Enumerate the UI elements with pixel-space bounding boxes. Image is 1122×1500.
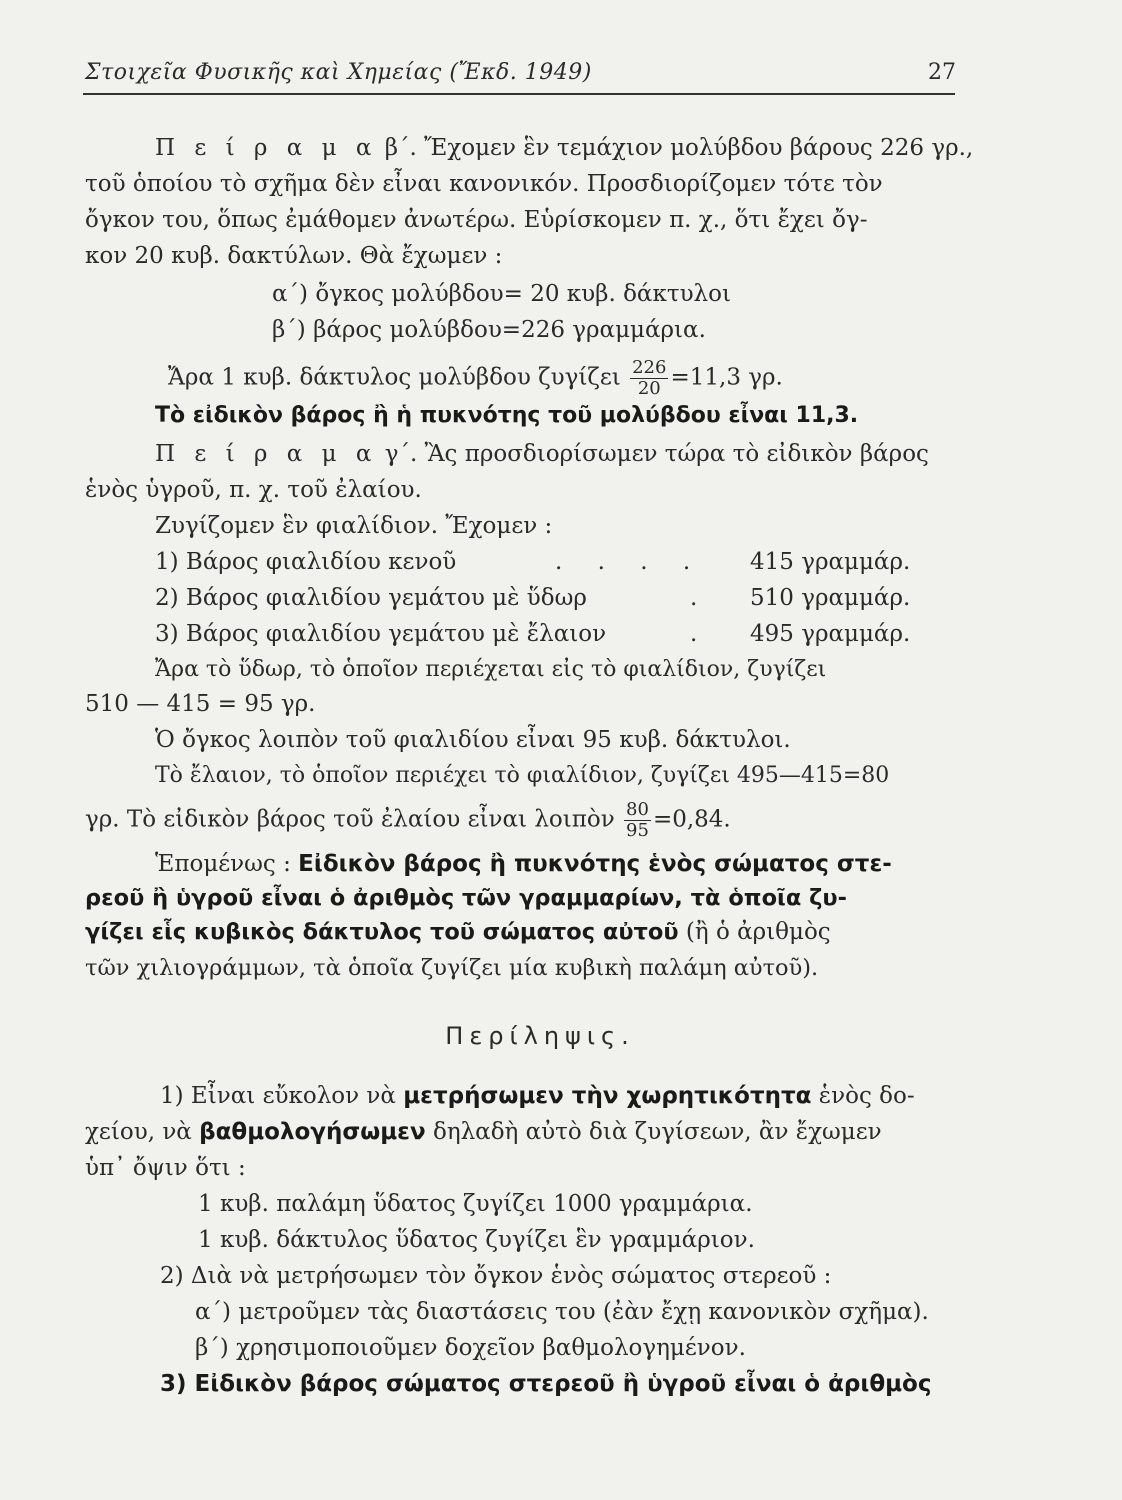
summary-p1-l2-start: χείου, νὰ	[85, 1119, 192, 1145]
summary-fact-1: 1 κυβ. παλάμη ὕδατος ζυγίζει 1000 γραμμάρια.	[198, 1191, 753, 1217]
experiment-c-line-3: Ζυγίζομεν ἓν φιαλίδιον. Ἔχομεν :	[155, 513, 553, 539]
experiment-b-item-a: α΄) ὄγκος μολύβδου= 20 κυβ. δάκτυλοι	[272, 281, 731, 307]
result-prefix: Ἄρα 1 κυβ. δάκτυλος μολύβδου ζυγίζει	[168, 364, 621, 391]
definition-line-2: ρεοῦ ἢ ὑγροῦ εἶναι ὁ ἀριθμὸς τῶν γραμμαρίων, τὰ ὁποῖα ζυ-	[85, 885, 847, 911]
oil-fraction-numerator: 80	[626, 799, 649, 820]
measurement-row-2-value: 510 γραμμάρ.	[750, 585, 911, 611]
measurement-row-1-dots: . . . .	[555, 549, 705, 575]
measurement-row-2-dots: .	[690, 585, 698, 611]
definition-line-3	[85, 918, 831, 946]
summary-p1-bold: μετρήσωμεν τὴν χωρητικότητα	[403, 1083, 812, 1109]
density-fraction	[630, 358, 668, 399]
definition-line-1	[155, 850, 892, 878]
definition-bold-3: γίζει εἷς κυβικὸς δάκτυλος τοῦ σώματος αὐτοῦ	[85, 919, 679, 945]
experiment-c-text: Ἂς προσδιορίσωμεν τώρα τὸ εἰδικὸν βάρος	[424, 441, 929, 467]
oil-line-2	[85, 800, 731, 841]
experiment-b-label-suffix: β΄.	[384, 135, 417, 161]
fraction-numerator: 226	[632, 357, 667, 378]
experiment-c-label: Π ε ί ρ α μ α	[155, 441, 378, 467]
oil-fraction-denominator: 95	[626, 820, 649, 841]
water-line-2: 510 — 415 = 95 γρ.	[85, 691, 316, 717]
summary-p1-line-2	[85, 1118, 882, 1146]
summary-p2: 2) Διὰ νὰ μετρήσωμεν τὸν ὄγκον ἑνὸς σώματος στερεοῦ :	[160, 1263, 832, 1289]
experiment-c-line-1	[155, 440, 929, 468]
oil-line-prefix: γρ. Τὸ εἰδικὸν βάρος τοῦ ἐλαίου εἶναι λοιπὸν	[85, 806, 615, 833]
experiment-c-line-2: ἑνὸς ὑγροῦ, π. χ. τοῦ ἐλαίου.	[85, 477, 422, 503]
summary-p2-b: β΄) χρησιμοποιοῦμεν δοχεῖον βαθμολογημένον.	[195, 1335, 746, 1361]
summary-p1-l2-bold: βαθμολογήσωμεν	[199, 1119, 426, 1145]
experiment-b-line-2: τοῦ ὁποίου τὸ σχῆμα δὲν εἶναι κανονικόν. Προσδιορίζομεν τότε τὸν	[85, 171, 883, 197]
measurement-row-1-value: 415 γραμμάρ.	[750, 549, 911, 575]
summary-p2-a: α΄) μετροῦμεν τὰς διαστάσεις του (ἐὰν ἔχῃ κανονικὸν σχῆμα).	[195, 1299, 929, 1325]
measurement-row-3-label: 3) Βάρος φιαλιδίου γεμάτου μὲ ἔλαιον	[155, 621, 607, 647]
summary-p1-l2-end: δηλαδὴ αὐτὸ διὰ ζυγίσεων, ἂν ἔχωμεν	[432, 1119, 882, 1145]
measurement-row-3-dots: .	[690, 621, 698, 647]
page-number: 27	[928, 60, 956, 85]
summary-p1-end: ἑνὸς δο-	[818, 1083, 915, 1109]
volume-line: Ὁ ὄγκος λοιπὸν τοῦ φιαλιδίου εἶναι 95 κυβ. δάκτυλοι.	[155, 727, 791, 753]
summary-p1-start: 1) Εἶναι εὔκολον νὰ	[160, 1083, 396, 1109]
experiment-b-line-1	[155, 134, 973, 162]
water-line-1: Ἄρα τὸ ὕδωρ, τὸ ὁποῖον περιέχεται εἰς τὸ φιαλίδιον, ζυγίζει	[155, 657, 827, 682]
experiment-c-label-suffix: γ΄.	[384, 441, 418, 467]
definition-tail-3: (ἢ ὁ ἀριθμὸς	[685, 919, 831, 945]
experiment-b-item-b: β΄) βάρος μολύβδου=226 γραμμάρια.	[272, 317, 706, 343]
experiment-b-text: Ἔχομεν ἓν τεμάχιον μολύβδου βάρους 226 γρ.,	[424, 135, 974, 161]
summary-title: Περίληψις.	[445, 1022, 635, 1050]
measurement-row-2-label: 2) Βάρος φιαλιδίου γεμάτου μὲ ὕδωρ	[155, 585, 587, 611]
fraction-denominator: 20	[637, 378, 661, 399]
experiment-b-line-4: κον 20 κυβ. δακτύλων. Θὰ ἔχωμεν :	[85, 243, 503, 269]
oil-line-suffix: =0,84.	[652, 806, 731, 833]
experiment-b-line-3: ὄγκον του, ὅπως ἐμάθομεν ἀνωτέρω. Εὑρίσκομεν π. χ., ὅτι ἔχει ὄγ-	[85, 207, 868, 233]
summary-p1-line-1	[160, 1082, 915, 1110]
summary-p3: 3) Εἰδικὸν βάρος σώματος στερεοῦ ἢ ὑγροῦ εἶναι ὁ ἀριθμὸς	[160, 1371, 932, 1397]
definition-bold-1: Εἰδικὸν βάρος ἢ πυκνότης ἑνὸς σώματος στε-	[298, 851, 892, 877]
oil-density-fraction	[624, 800, 651, 841]
oil-line-1: Τὸ ἔλαιον, τὸ ὁποῖον περιέχει τὸ φιαλίδιον, ζυγίζει 495—415=80	[155, 763, 890, 788]
header-rule	[83, 93, 955, 95]
summary-p1-line-3: ὑπ᾿ ὄψιν ὅτι :	[85, 1155, 246, 1181]
measurement-row-1-label: 1) Βάρος φιαλιδίου κενοῦ	[155, 549, 457, 575]
definition-intro: Ἑπομένως :	[155, 851, 291, 877]
experiment-b-label: Π ε ί ρ α μ α	[155, 135, 378, 161]
experiment-b-conclusion: Τὸ εἰδικὸν βάρος ἢ ἡ πυκνότης τοῦ μολύβδου εἶναι 11,3.	[155, 403, 859, 428]
result-suffix: =11,3 γρ.	[670, 364, 783, 391]
definition-line-4: τῶν χιλιογράμμων, τὰ ὁποῖα ζυγίζει μία κυβικὴ παλάμη αὐτοῦ).	[85, 955, 819, 981]
measurement-row-3-value: 495 γραμμάρ.	[750, 621, 911, 647]
experiment-b-result	[168, 358, 783, 399]
summary-fact-2: 1 κυβ. δάκτυλος ὕδατος ζυγίζει ἓν γραμμάριον.	[198, 1227, 755, 1253]
running-header: Στοιχεῖα Φυσικῆς καὶ Χημείας (Ἔκδ. 1949)	[85, 60, 592, 85]
